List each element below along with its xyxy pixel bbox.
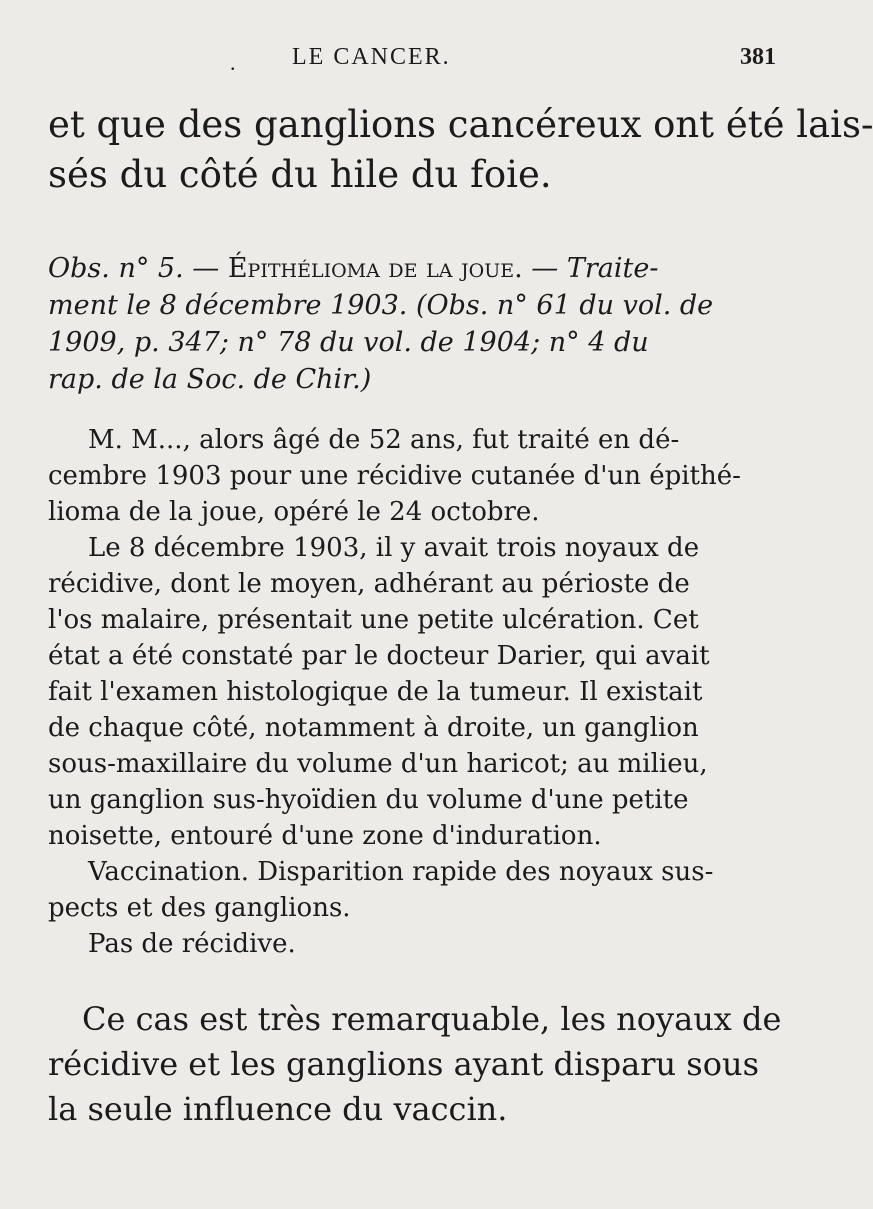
text-line: fait l'examen histologique de la tumeur. Il existait [48,677,703,707]
text-line: Le 8 décembre 1903, il y avait trois noyaux de [88,533,700,563]
running-title: LE CANCER. [292,44,451,70]
text-line: un ganglion sus-hyoïdien du volume d'une petite [48,785,689,815]
observation-heading [48,250,754,398]
text-line: récidive, dont le moyen, adhérant au périoste de [48,569,690,599]
conclusion-paragraph [48,997,782,1132]
text-line: sous-maxillaire du volume d'un haricot; au milieu, [48,749,708,779]
text-line: l'os malaire, présentait une petite ulcération. Cet [48,605,699,635]
text-line: rap. de la Soc. de Chir.) [48,364,372,395]
text-line [48,250,754,287]
text-line: récidive et les ganglions ayant disparu sous [48,1045,759,1083]
text-line: pects et des ganglions. [48,893,351,923]
text-line: 1909, p. 347; n° 78 du vol. de 1904; n° 4 du [48,327,649,358]
text-line: lioma de la joue, opéré le 24 octobre. [48,497,540,527]
obs-title: Épithélioma de la joue. [227,253,523,284]
page-number: 381 [740,44,776,70]
text-line: état a été constaté par le docteur Darier, qui avait [48,641,710,671]
text-line: et que des ganglions cancéreux ont été lais- [48,103,873,146]
text-line: sés du côté du hile du foie. [48,153,552,196]
case-description [48,422,754,962]
running-header [0,40,800,80]
obs-number: Obs. n° 5. — [48,253,228,284]
opening-paragraph [48,100,873,200]
obs-treatment: — Traite- [522,253,659,284]
text-line: cembre 1903 pour une récidive cutanée d'un épithé- [48,461,741,491]
text-line: M. M..., alors âgé de 52 ans, fut traité en dé- [88,425,680,455]
text-line: Ce cas est très remarquable, les noyaux de [82,1000,782,1038]
text-line: noisette, entouré d'une zone d'induration. [48,821,602,851]
text-line: de chaque côté, notamment à droite, un ganglion [48,713,699,743]
text-line: ment le 8 décembre 1903. (Obs. n° 61 du vol. de [48,290,714,321]
text-line: Pas de récidive. [88,929,296,959]
text-line: Vaccination. Disparition rapide des noyaux sus- [88,857,714,887]
header-dot: . [230,50,236,75]
text-line: la seule influence du vaccin. [48,1090,508,1128]
